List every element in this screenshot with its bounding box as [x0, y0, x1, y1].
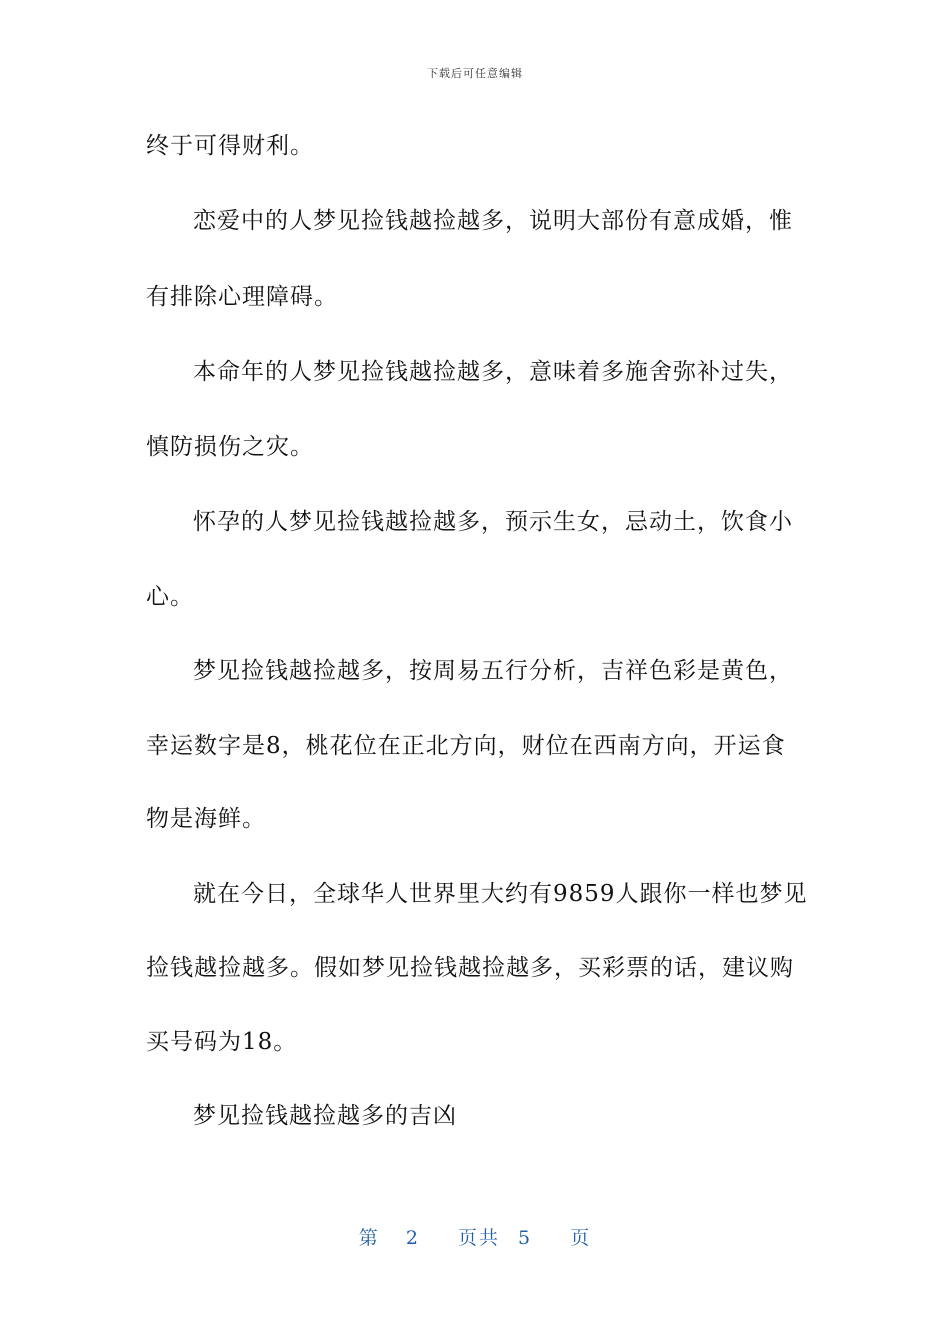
paragraph-line: 恋爱中的人梦见捡钱越捡越多，说明大部份有意成婚，惟 [193, 208, 793, 234]
footer-current-page: 2 [405, 1227, 420, 1249]
page-header-note: 下载后可任意编辑 [427, 67, 523, 80]
paragraph-line: 就在今日，全球华人世界里大约有9859人跟你一样也梦见 [193, 881, 808, 907]
page-footer [0, 1225, 950, 1251]
footer-middle: 页共 [457, 1227, 500, 1249]
paragraph-line: 幸运数字是8，桃花位在正北方向，财位在西南方向，开运食 [146, 733, 786, 759]
paragraph-line: 怀孕的人梦见捡钱越捡越多，预示生女，忌动土，饮食小 [193, 509, 793, 535]
paragraph-line: 慎防损伤之灾。 [146, 434, 314, 460]
paragraph-line: 心。 [146, 584, 194, 610]
paragraph-line: 买号码为18。 [146, 1029, 298, 1055]
paragraph-line: 有排除心理障碍。 [146, 284, 338, 310]
paragraph-line: 终于可得财利。 [146, 133, 314, 159]
paragraph-line: 本命年的人梦见捡钱越捡越多，意味着多施舍弥补过失， [193, 359, 793, 385]
footer-prefix: 第 [358, 1227, 380, 1249]
paragraph-line: 梦见捡钱越捡越多，按周易五行分析，吉祥色彩是黄色， [193, 658, 793, 684]
paragraph-line: 捡钱越捡越多。假如梦见捡钱越捡越多，买彩票的话，建议购 [146, 955, 794, 981]
footer-suffix: 页 [570, 1227, 592, 1249]
paragraph-line: 物是海鲜。 [146, 806, 266, 832]
footer-total-pages: 5 [518, 1227, 533, 1249]
section-heading: 梦见捡钱越捡越多的吉凶 [193, 1103, 457, 1129]
